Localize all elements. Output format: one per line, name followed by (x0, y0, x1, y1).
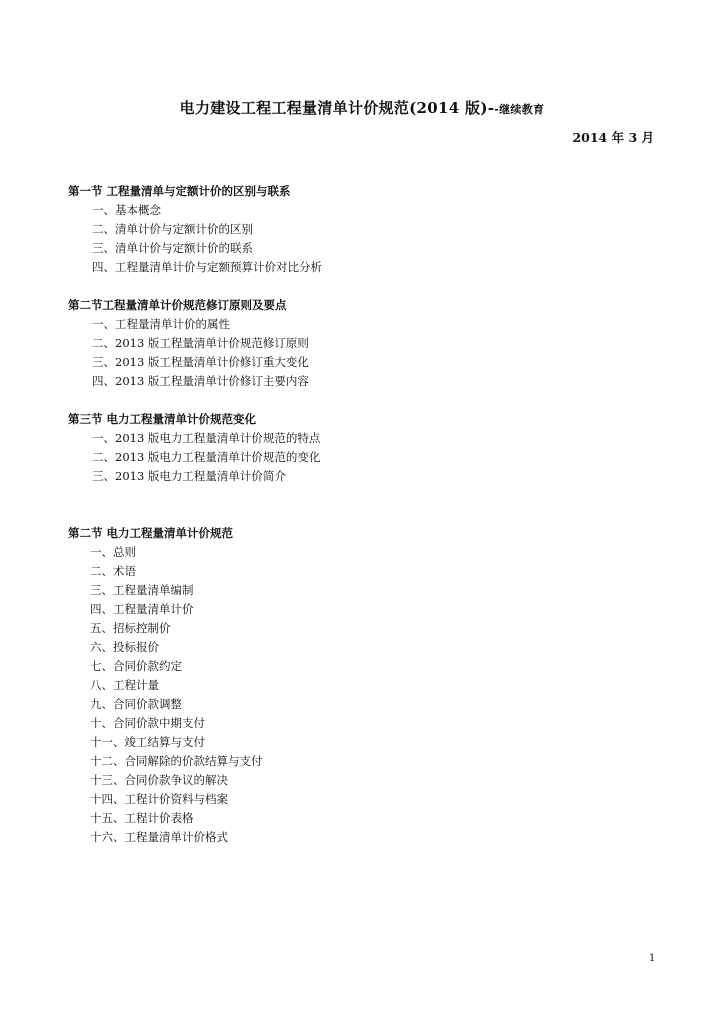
list-item: 一、基本概念 (92, 203, 161, 217)
list-item: 二、清单计价与定额计价的区别 (92, 222, 253, 236)
list-item: 八、工程计量 (90, 678, 159, 692)
list-item: 三、清单计价与定额计价的联系 (92, 241, 253, 255)
section-1 (68, 182, 322, 277)
list-item: 四、工程量清单计价 (90, 602, 194, 616)
page-number: 1 (649, 953, 656, 964)
title-sub: -继续教育 (494, 103, 545, 116)
list-item: 二、2013 版电力工程量清单计价规范的变化 (92, 450, 321, 464)
list-item: 三、2013 版工程量清单计价修订重大变化 (92, 355, 309, 369)
section-2 (68, 296, 309, 391)
title-main: 电力建设工程工程量清单计价规范(2014 版)- (179, 99, 495, 117)
list-item: 六、投标报价 (90, 640, 159, 654)
section-heading: 第二节工程量清单计价规范修订原则及要点 (68, 298, 287, 312)
section-3 (68, 410, 320, 486)
section-heading: 第二节 电力工程量清单计价规范 (68, 526, 234, 540)
document-date: 2014 年 3 月 (572, 130, 654, 145)
list-item: 一、总则 (90, 545, 136, 559)
list-item: 四、工程量清单计价与定额预算计价对比分析 (92, 260, 322, 274)
list-item: 十六、工程量清单计价格式 (90, 830, 228, 844)
list-item: 二、2013 版工程量清单计价规范修订原则 (92, 336, 309, 350)
list-item: 一、工程量清单计价的属性 (92, 317, 230, 331)
list-item: 七、合同价款约定 (90, 659, 182, 673)
list-item: 十二、合同解除的价款结算与支付 (90, 754, 263, 768)
list-item: 三、2013 版电力工程量清单计价简介 (92, 469, 286, 483)
list-item: 九、合同价款调整 (90, 697, 182, 711)
list-item: 十、合同价款中期支付 (90, 716, 205, 730)
section-heading: 第一节 工程量清单与定额计价的区别与联系 (68, 184, 291, 198)
list-item: 二、术语 (90, 564, 136, 578)
list-item: 十四、工程计价资料与档案 (90, 792, 228, 806)
list-item: 一、2013 版电力工程量清单计价规范的特点 (92, 431, 321, 445)
section-heading: 第三节 电力工程量清单计价规范变化 (68, 412, 257, 426)
list-item: 三、工程量清单编制 (90, 583, 194, 597)
list-item: 十一、竣工结算与支付 (90, 735, 205, 749)
document-title (0, 97, 724, 118)
list-item: 四、2013 版工程量清单计价修订主要内容 (92, 374, 309, 388)
list-item: 五、招标控制价 (90, 621, 171, 635)
list-item: 十五、工程计价表格 (90, 811, 194, 825)
list-item: 十三、合同价款争议的解决 (90, 773, 228, 787)
section-4 (68, 524, 263, 847)
